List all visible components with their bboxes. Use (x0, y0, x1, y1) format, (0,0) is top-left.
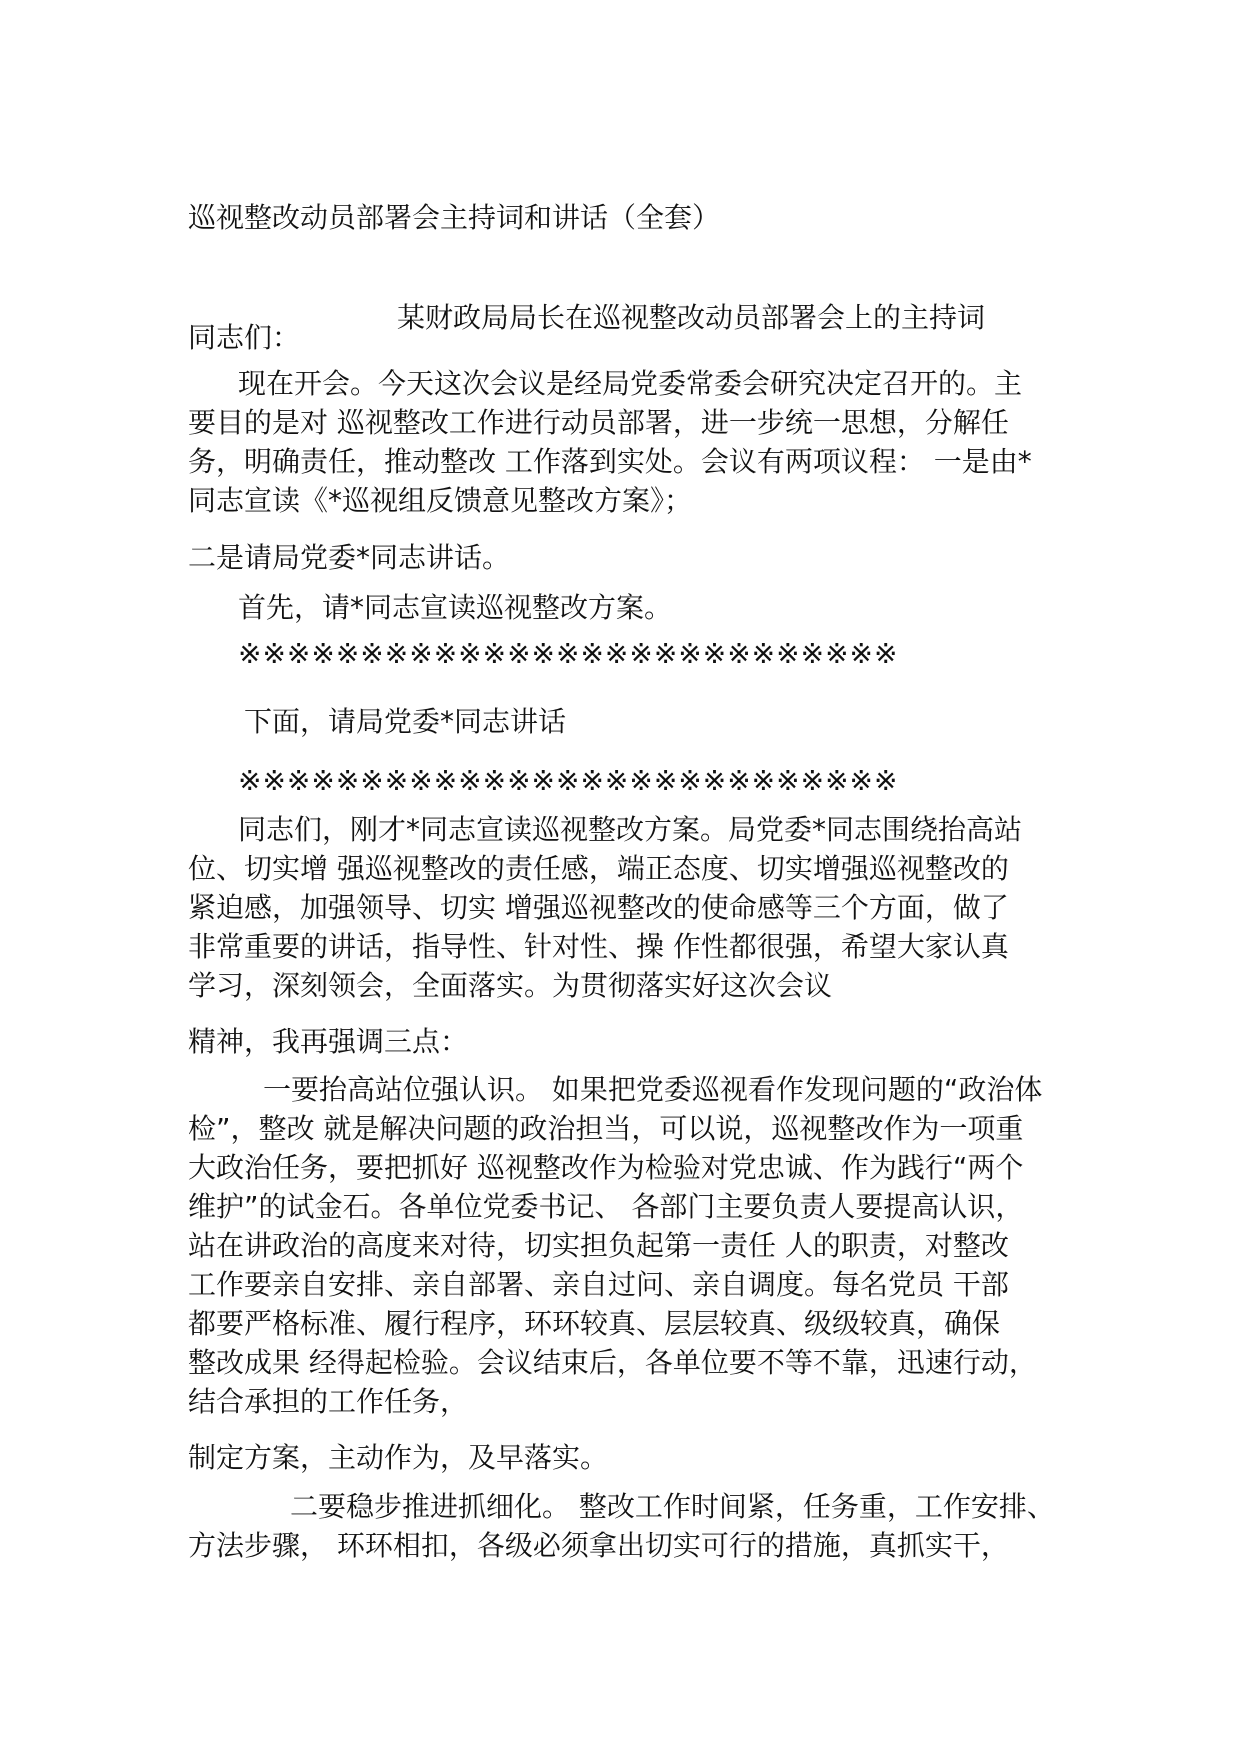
paragraph-line: 都要严格标准、履行程序，环环较真、层层较真、级级较真，确保 (188, 1307, 1001, 1340)
paragraph-line: 工作要亲自安排、亲自部署、亲自过问、亲自调度。每名党员 干部 (188, 1268, 1009, 1301)
paragraph-line: 精神，我再强调三点： (188, 1025, 469, 1058)
point-one-heading-line: 一要抬高站位强认识。 如果把党委巡视看作发现问题的“政治体 (263, 1073, 1043, 1106)
paragraph-line: 要目的是对 巡视整改工作进行动员部署，进一步统一思想，分解任 (188, 406, 1009, 439)
paragraph-line: 务，明确责任，推动整改 工作落到实处。会议有两项议程： 一是由* (188, 445, 1032, 478)
salutation: 同志们： (188, 321, 301, 354)
paragraph-line: 同志们，刚才*同志宣读巡视整改方案。局党委*同志围绕抬高站 (238, 813, 1023, 846)
paragraph-line: 检”，整改 就是解决问题的政治担当，可以说，巡视整改作为一项重 (188, 1112, 1024, 1145)
paragraph-line: 结合承担的工作任务， (188, 1385, 469, 1418)
paragraph-line: 位、切实增 强巡视整改的责任感，端正态度、切实增强巡视整改的 (188, 852, 1009, 885)
separator-stars: ※※※※※※※※※※※※※※※※※※※※※※※※※※※ (238, 637, 899, 670)
paragraph-line: 学习，深刻领会，全面落实。为贯彻落实好这次会议 (188, 969, 833, 1002)
paragraph-line: 方法步骤， 环环相扣，各级必须拿出切实可行的措施，真抓实干， (188, 1529, 1009, 1562)
paragraph-line: 站在讲政治的高度来对待，切实担负起第一责任 人的职责，对整改 (188, 1229, 1009, 1262)
separator-stars: ※※※※※※※※※※※※※※※※※※※※※※※※※※※ (238, 764, 899, 797)
point-two-heading-line: 二要稳步推进抓细化。 整改工作时间紧，任务重，工作安排、 (290, 1490, 1055, 1523)
document-subtitle: 某财政局局长在巡视整改动员部署会上的主持词 (397, 301, 986, 334)
paragraph-line: 整改成果 经得起检验。会议结束后，各单位要不等不靠，迅速行动， (188, 1346, 1037, 1379)
paragraph-line: 下面，请局党委*同志讲话 (244, 705, 567, 738)
paragraph-line: 制定方案，主动作为，及早落实。 (188, 1441, 609, 1474)
paragraph-line: 大政治任务，要把抓好 巡视整改作为检验对党忠诚、作为践行“两个 (188, 1151, 1024, 1184)
document-title: 巡视整改动员部署会主持词和讲话（全套） (188, 201, 721, 234)
paragraph-line: 同志宣读《*巡视组反馈意见整改方案》； (188, 484, 693, 517)
paragraph-line: 维护”的试金石。各单位党委书记、 各部门主要负责人要提高认识， (188, 1190, 1024, 1223)
paragraph-line: 首先，请*同志宣读巡视整改方案。 (238, 591, 673, 624)
paragraph-line: 紧迫感，加强领导、切实 增强巡视整改的使命感等三个方面，做了 (188, 891, 1009, 924)
paragraph-line: 二是请局党委*同志讲话。 (188, 541, 511, 574)
paragraph-line: 现在开会。今天这次会议是经局党委常委会研究决定召开的。主 (238, 367, 1023, 400)
paragraph-line: 非常重要的讲话，指导性、针对性、操 作性都很强，希望大家认真 (188, 930, 1009, 963)
